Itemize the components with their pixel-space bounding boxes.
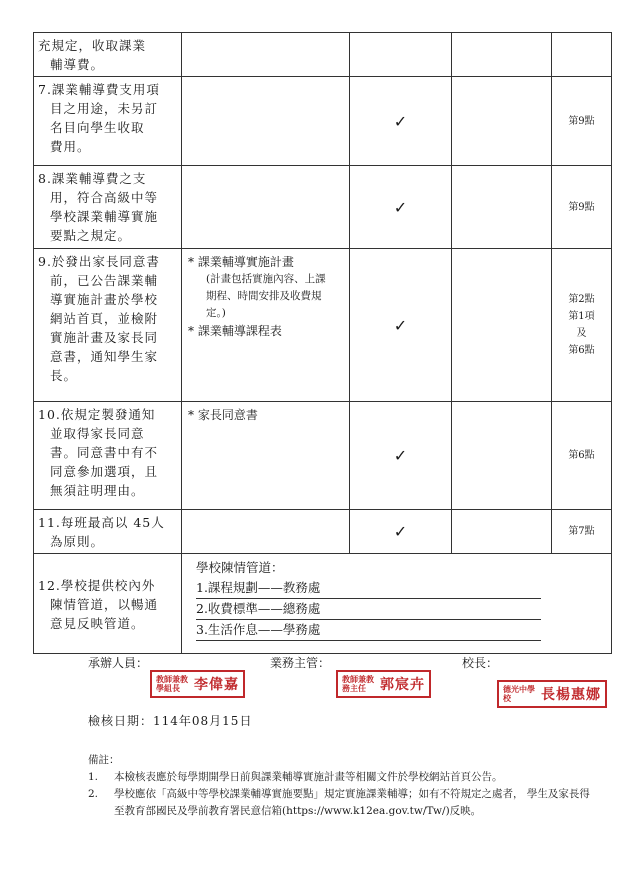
item-line: 7.課業輔導費支用項 [38, 82, 160, 97]
empty-cell [452, 402, 552, 510]
item-cell [34, 249, 182, 402]
item-line: 意見反映管道。 [50, 615, 145, 631]
channel-line: 2.收費標準——總務處 [196, 599, 541, 620]
reference-line: 第9點 [568, 115, 595, 127]
check-date: 檢核日期：114年08月15日 [88, 714, 253, 728]
item-cell [34, 33, 182, 77]
document-line: (計畫包括實施內容、上課 [206, 273, 326, 285]
checklist-table [33, 32, 612, 654]
item-line: 同意參加選項，且 [50, 464, 159, 479]
reference-line: 第2點 [568, 294, 595, 305]
item-line: 書。同意書中有不 [50, 445, 159, 460]
supervisor-seal: 教師兼教務主任 郭宸卉 [336, 670, 431, 698]
handler-seal: 教師兼教學組長 李偉嘉 [150, 670, 245, 698]
item-line: 12.學校提供校內外 [38, 577, 156, 593]
check-mark-icon: ✓ [393, 315, 408, 335]
reference-cell [552, 166, 612, 249]
channel-title: 學校陳情管道： [196, 560, 284, 575]
item-line: 9.於發出家長同意書 [38, 254, 160, 269]
document-cell [182, 510, 350, 554]
item-line: 實施計畫及家長同 [50, 330, 159, 345]
item-line: 名目向學生收取 [50, 120, 145, 135]
item-cell [34, 554, 182, 654]
handler-label: 承辦人員： [88, 656, 149, 670]
reference-line: 第7點 [568, 526, 595, 537]
item-line: 8.課業輔導費之支 [38, 171, 147, 186]
check-cell [350, 249, 452, 402]
document-line: * 家長同意書 [188, 408, 258, 422]
reference-line: 及 [576, 328, 587, 339]
check-cell [350, 77, 452, 166]
notes-title: 備註： [88, 754, 120, 766]
notes [88, 752, 598, 820]
reference-cell [552, 249, 612, 402]
reference-line: 第6點 [568, 345, 595, 356]
table-row [34, 402, 612, 510]
empty-cell [452, 166, 552, 249]
reference-cell [552, 510, 612, 554]
check-cell [350, 402, 452, 510]
item-cell [34, 510, 182, 554]
reference-cell [552, 402, 612, 510]
item-line: 長。 [50, 368, 78, 383]
item-cell [34, 77, 182, 166]
document-cell [182, 402, 350, 510]
check-cell [350, 510, 452, 554]
channel-cell [182, 554, 612, 654]
table-row [34, 77, 612, 166]
document-cell [182, 166, 350, 249]
table-row [34, 249, 612, 402]
item-line: 學校課業輔導實施 [50, 209, 159, 224]
check-mark-icon: ✓ [393, 197, 408, 217]
affairs-supervisor-label: 業務主管： [270, 656, 331, 670]
document-line: * 課業輔導課程表 [188, 324, 282, 338]
document-cell [182, 249, 350, 402]
principal-label: 校長： [462, 656, 499, 670]
item-line: 導實施計畫於學校 [50, 292, 159, 307]
item-cell [34, 166, 182, 249]
principal-seal: 德光中學校 長楊惠娜 [497, 680, 607, 708]
table-row [34, 166, 612, 249]
note-item: 2. 學校應依「高級中等學校課業輔導實施要點」規定實施課業輔導；如有不符規定之處者， 學生及家長得至教育部國民及學前教育署民意信箱(https://www.k12ea.gov.tw/Tw/)反映。 [88, 788, 590, 817]
channel-line: 1.課程規劃——教務處 [196, 578, 541, 599]
item-cell [34, 402, 182, 510]
reference-cell [552, 77, 612, 166]
check-cell [350, 166, 452, 249]
item-line: 輔導費。 [50, 57, 105, 72]
item-line: 要點之規定。 [50, 228, 132, 243]
item-line: 陳情管道，以暢通 [50, 596, 159, 612]
item-line: 網站首頁，並檢附 [50, 311, 159, 326]
document-line: 期程、時間安排及收費規 [206, 290, 322, 302]
check-cell [350, 33, 452, 77]
table-row [34, 510, 612, 554]
item-line: 費用。 [50, 139, 91, 154]
table-row [34, 33, 612, 77]
document-cell [182, 33, 350, 77]
check-mark-icon: ✓ [393, 111, 408, 131]
item-line: 無須註明理由。 [50, 483, 145, 498]
channel-line: 3.生活作息——學務處 [196, 620, 541, 641]
empty-cell [452, 33, 552, 77]
item-line: 11.每班最高以 45人 [38, 515, 165, 530]
reference-line: 第6點 [568, 450, 595, 461]
table-row-channel [34, 554, 612, 654]
item-line: 為原則。 [50, 534, 105, 549]
item-line: 意書，通知學生家 [50, 349, 159, 364]
item-line: 用，符合高級中等 [50, 190, 159, 205]
item-line: 充規定，收取課業 [38, 38, 147, 53]
empty-cell [452, 510, 552, 554]
complaint-channels [182, 554, 611, 641]
reference-line: 第1項 [568, 311, 595, 322]
item-line: 並取得家長同意 [50, 426, 145, 441]
document-line: 定。) [206, 307, 226, 319]
reference-line: 第9點 [568, 201, 595, 213]
item-line: 前，已公告課業輔 [50, 273, 159, 288]
document-cell [182, 77, 350, 166]
item-line: 目之用途，未另訂 [50, 101, 159, 116]
check-mark-icon: ✓ [393, 522, 408, 541]
reference-cell [552, 33, 612, 77]
empty-cell [452, 77, 552, 166]
check-mark-icon: ✓ [393, 446, 408, 465]
note-item: 1. 本檢核表應於每學期開學日前與課業輔導實施計畫等相關文件於學校網站首頁公告。 [88, 771, 503, 783]
document-line: * 課業輔導實施計畫 [188, 255, 294, 269]
item-line: 10.依規定製發通知 [38, 407, 156, 422]
empty-cell [452, 249, 552, 402]
